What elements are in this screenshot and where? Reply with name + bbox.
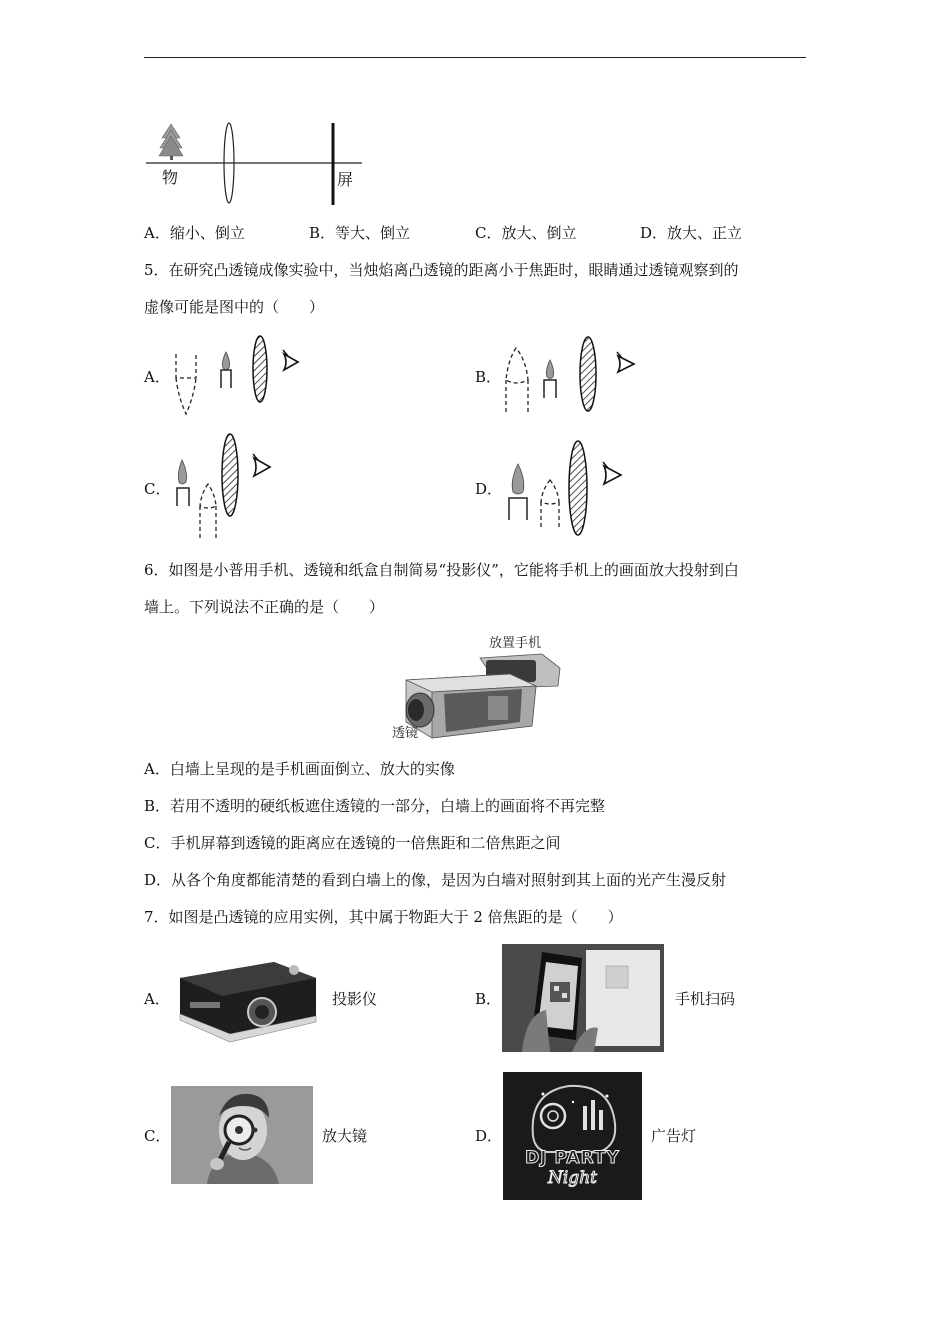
- q6-stem-line1: 6．如图是小普用手机、透镜和纸盒自制简易“投影仪”，它能将手机上的画面放大投射到白: [144, 561, 739, 579]
- q5-option-c[interactable]: C．: [144, 480, 171, 498]
- q5-option-b[interactable]: B．: [475, 368, 502, 386]
- q7-option-c-label: 放大镜: [322, 1127, 368, 1145]
- q5-option-d[interactable]: D．: [475, 480, 503, 498]
- q4-option-d[interactable]: [640, 223, 742, 243]
- q5-option-a[interactable]: A．: [144, 368, 170, 386]
- screen-label: 屏: [337, 170, 354, 189]
- option-text: 白墙上呈现的是手机画面倒立、放大的实像: [169, 760, 455, 778]
- q7-option-c[interactable]: C．: [144, 1127, 171, 1145]
- q5-option-a-figure: [170, 334, 310, 420]
- q7-stem-line1: 7．如图是凸透镜的应用实例，其中属于物距大于 2 倍焦距的是（ ）: [144, 908, 623, 926]
- q4-optics-diagram: [140, 118, 370, 210]
- q7-option-a[interactable]: A．: [144, 990, 170, 1008]
- lens-label: 透镜: [392, 726, 419, 741]
- q6-option-c[interactable]: [144, 833, 561, 853]
- phone-label: 放置手机: [489, 636, 542, 651]
- option-text: 从各个角度都能清楚的看到白墙上的像，是因为白墙对照射到其上面的光产生漫反射: [171, 871, 727, 889]
- option-letter: B．: [144, 797, 171, 815]
- flame-icon: [546, 360, 553, 379]
- neon-text-line1: DJ PARTY: [525, 1148, 620, 1168]
- option-letter: B．: [309, 224, 336, 242]
- q5-option-b-figure: [500, 334, 640, 420]
- tree-icon: [159, 124, 183, 160]
- option-text: 等大、倒立: [335, 224, 411, 242]
- flame-icon: [222, 352, 229, 370]
- q7-option-d[interactable]: D．: [475, 1127, 503, 1145]
- option-text: 放大、倒立: [501, 224, 577, 242]
- eye-icon: [618, 356, 634, 372]
- q5-stem-line1: 5．在研究凸透镜成像实验中，当烛焰离凸透镜的距离小于焦距时，眼睛通过透镜观察到的: [144, 261, 739, 279]
- q7-neon-sign-image: [503, 1072, 642, 1200]
- option-letter: D．: [640, 224, 668, 242]
- option-text: 手机屏幕到透镜的距离应在透镜的一倍焦距和二倍焦距之间: [170, 834, 561, 852]
- option-letter: C．: [144, 834, 171, 852]
- flame-icon: [512, 464, 524, 494]
- q6-option-d[interactable]: [144, 870, 726, 890]
- q7-option-b-label: 手机扫码: [675, 990, 736, 1008]
- option-text: 若用不透明的硬纸板遮住透镜的一部分，白墙上的画面将不再完整: [170, 797, 606, 815]
- option-letter: C．: [475, 224, 502, 242]
- eye-icon: [254, 458, 270, 476]
- eye-icon: [604, 466, 621, 484]
- option-letter: A．: [144, 760, 170, 778]
- q7-option-d-label: 广告灯: [651, 1127, 697, 1145]
- neon-text-line2: Night: [548, 1168, 597, 1188]
- q4-option-c[interactable]: [475, 223, 577, 243]
- q4-option-b[interactable]: [309, 223, 410, 243]
- q7-magnifier-image: [171, 1086, 313, 1184]
- q4-option-a[interactable]: [144, 223, 245, 243]
- q5-option-d-figure: [500, 438, 640, 538]
- q6-option-a[interactable]: [144, 759, 455, 779]
- q7-option-a-label: 投影仪: [332, 990, 378, 1008]
- object-label: 物: [162, 168, 179, 187]
- headphones-icon: [541, 1104, 565, 1128]
- option-letter: D．: [144, 871, 172, 889]
- q6-option-b[interactable]: [144, 796, 605, 816]
- q7-projector-image: [170, 946, 320, 1052]
- option-letter: A．: [144, 224, 170, 242]
- option-text: 放大、正立: [667, 224, 743, 242]
- option-text: 缩小、倒立: [169, 224, 245, 242]
- q5-option-c-figure: [168, 432, 288, 544]
- q7-option-b[interactable]: B．: [475, 990, 502, 1008]
- q5-stem-line2: 虚像可能是图中的（ ）: [144, 298, 325, 316]
- header-rule: [144, 57, 806, 58]
- q7-phone-scan-image: [502, 944, 664, 1052]
- eye-icon: [284, 354, 298, 370]
- flame-icon: [178, 460, 186, 484]
- q6-stem-line2: 墙上。下列说法不正确的是（ ）: [144, 598, 385, 616]
